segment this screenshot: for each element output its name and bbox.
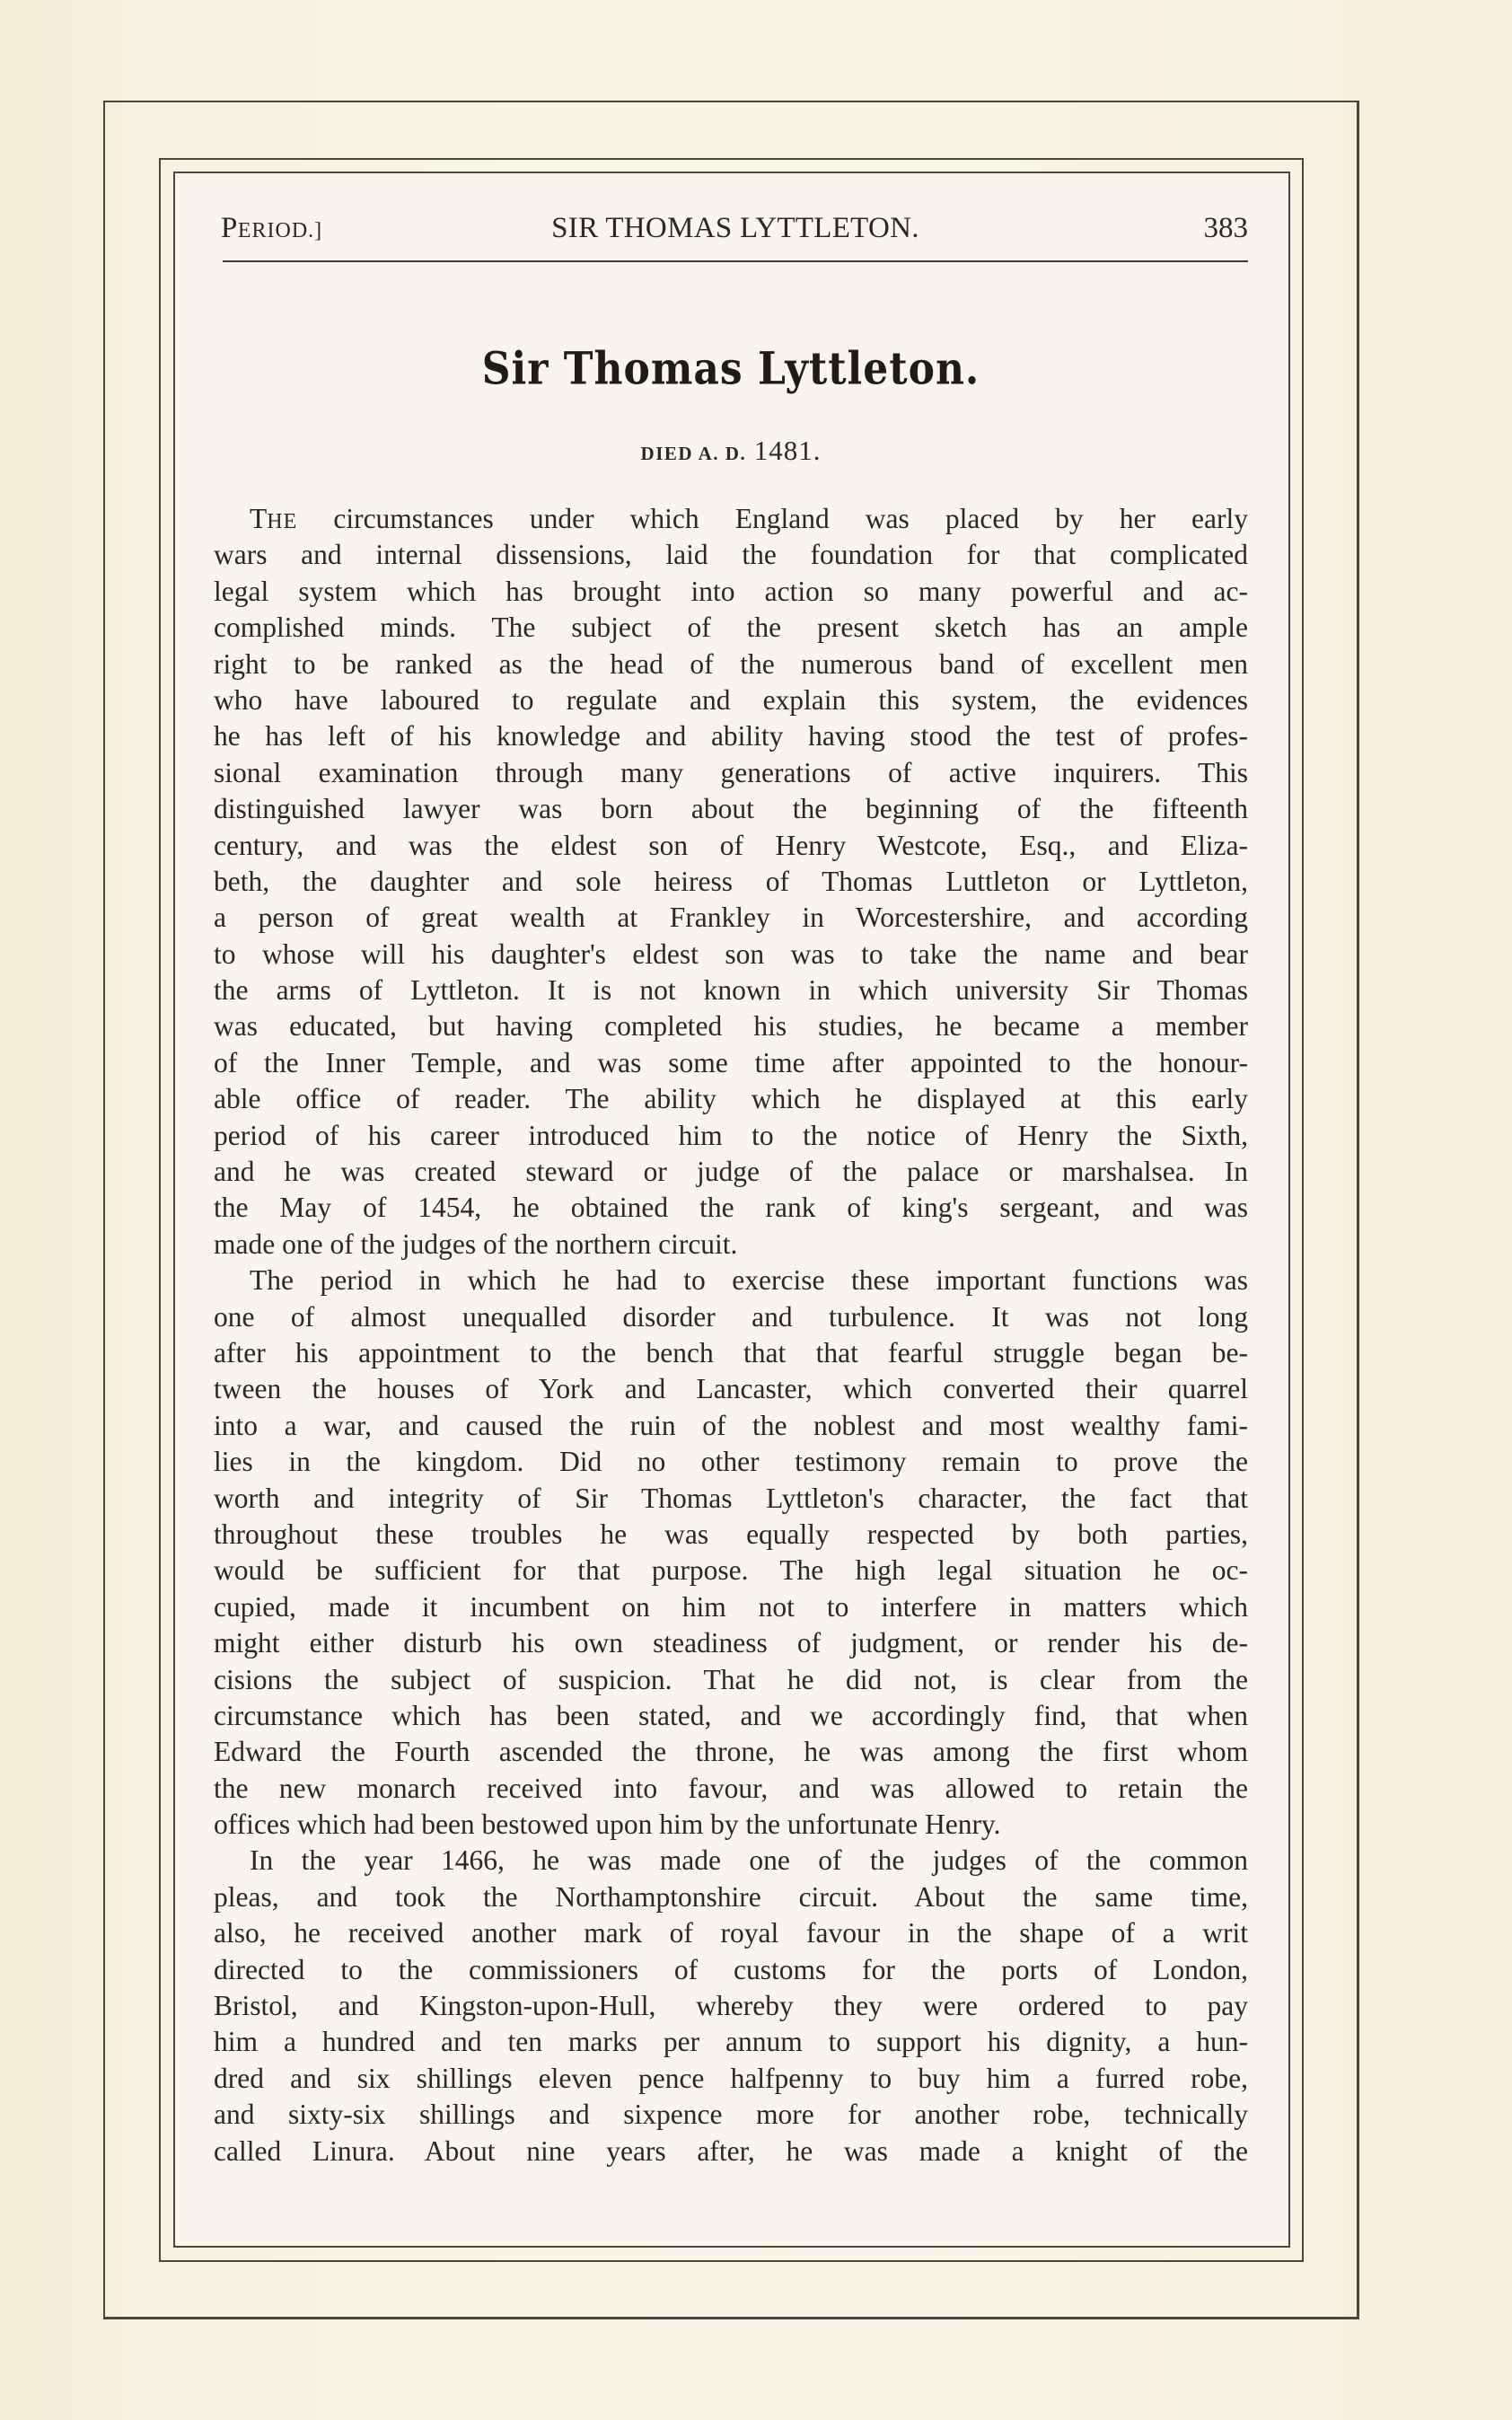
body-line: the May of 1454, he obtained the rank of king's sergeant, and was bbox=[214, 1192, 1248, 1224]
body-line: beth, the daughter and sole heiress of Thomas Luttleton or Lyttleton, bbox=[214, 865, 1248, 897]
body-line: century, and was the eldest son of Henry Westcote, Esq., and Eliza- bbox=[214, 829, 1248, 861]
body-line: period of his career introduced him to the notice of Henry the Sixth, bbox=[214, 1119, 1248, 1151]
article-title: Sir Thomas Lyttleton. bbox=[481, 343, 980, 396]
died-label: DIED A. D. bbox=[640, 443, 747, 464]
body-line: right to be ranked as the head of the numerous band of excellent men bbox=[214, 647, 1248, 680]
body-line: and sixty-six shillings and sixpence more for another robe, technically bbox=[214, 2099, 1248, 2131]
body-line: pleas, and took the Northamptonshire circuit. About the same time, bbox=[214, 1880, 1248, 1913]
page-number: 383 bbox=[1203, 212, 1248, 244]
died-year: 1481. bbox=[753, 435, 822, 466]
body-line: sional examination through many generations of active inquirers. This bbox=[214, 756, 1248, 788]
body-line: he has left of his knowledge and ability having stood the test of profes- bbox=[214, 720, 1248, 752]
body-line: cisions the subject of suspicion. That he did not, is clear from the bbox=[214, 1663, 1248, 1695]
body-line: distinguished lawyer was born about the beginning of the fifteenth bbox=[214, 793, 1248, 825]
body-line: a person of great wealth at Frankley in Worcestershire, and according bbox=[214, 902, 1248, 934]
death-date-line bbox=[214, 435, 1248, 467]
body-line: who have laboured to regulate and explain this system, the evidences bbox=[214, 683, 1248, 716]
body-line: worth and integrity of Sir Thomas Lyttleton's character, the fact that bbox=[214, 1482, 1248, 1514]
running-head-section-initial: P bbox=[221, 212, 238, 244]
body-line: would be sufficient for that purpose. The high legal situation he oc- bbox=[214, 1554, 1248, 1587]
body-line: the new monarch received into favour, and was allowed to retain the bbox=[214, 1772, 1248, 1804]
body-line: directed to the commissioners of customs for the ports of London, bbox=[214, 1953, 1248, 1985]
body-line: THE circumstances under which England was placed by her early bbox=[250, 503, 1249, 534]
body-line: to whose will his daughter's eldest son was to take the name and bear bbox=[214, 937, 1248, 970]
body-line: also, he received another mark of royal favour in the shape of a writ bbox=[214, 1917, 1248, 1949]
body-line: offices which had been bestowed upon him by the unfortunate Henry. bbox=[214, 1808, 1001, 1841]
running-head-section-rest: ERIOD.] bbox=[237, 219, 323, 242]
body-line: dred and six shillings eleven pence halfpenny to buy him a furred robe, bbox=[214, 2062, 1248, 2094]
body-line: Bristol, and Kingston-upon-Hull, whereby they were ordered to pay bbox=[214, 1990, 1248, 2022]
article-body bbox=[214, 501, 1248, 2169]
body-line: Edward the Fourth ascended the throne, he was among the first whom bbox=[214, 1736, 1248, 1768]
drop-first-word: THE bbox=[250, 503, 298, 534]
body-line: might either disturb his own steadiness of judgment, or render his de- bbox=[214, 1627, 1248, 1659]
body-line: complished minds. The subject of the present sketch has an ample bbox=[214, 612, 1248, 644]
body-line: him a hundred and ten marks per annum to support his dignity, a hun- bbox=[214, 2026, 1248, 2058]
body-line: one of almost unequalled disorder and turbulence. It was not long bbox=[214, 1300, 1248, 1333]
body-line: into a war, and caused the ruin of the noblest and most wealthy fami- bbox=[214, 1409, 1248, 1441]
body-line: tween the houses of York and Lancaster, which converted their quarrel bbox=[214, 1373, 1248, 1405]
body-line: was educated, but having completed his studies, he became a member bbox=[214, 1010, 1248, 1043]
running-head bbox=[214, 208, 1248, 248]
body-line: legal system which has brought into action so many powerful and ac- bbox=[214, 575, 1248, 607]
body-line: and he was created steward or judge of the palace or marshalsea. In bbox=[214, 1156, 1248, 1188]
body-line: wars and internal dissensions, laid the foundation for that complicated bbox=[214, 539, 1248, 571]
body-line: circumstance which has been stated, and we accordingly find, that when bbox=[214, 1699, 1248, 1731]
body-line: made one of the judges of the northern circuit. bbox=[214, 1228, 738, 1260]
body-line: lies in the kingdom. Did no other testimony remain to prove the bbox=[214, 1446, 1248, 1478]
body-line: after his appointment to the bench that that fearful struggle began be- bbox=[214, 1336, 1248, 1368]
body-line: able office of reader. The ability which he displayed at this early bbox=[214, 1083, 1248, 1115]
body-line: In the year 1466, he was made one of the judges of the common bbox=[250, 1844, 1248, 1877]
body-line: throughout these troubles he was equally respected by both parties, bbox=[214, 1518, 1248, 1550]
header-rule bbox=[223, 260, 1248, 262]
body-line: cupied, made it incumbent on him not to interfere in matters which bbox=[214, 1590, 1248, 1623]
body-line: of the Inner Temple, and was some time after appointed to the honour- bbox=[214, 1046, 1248, 1078]
running-head-title: SIR THOMAS LYTTLETON. bbox=[551, 212, 919, 244]
body-line: the arms of Lyttleton. It is not known in which university Sir Thomas bbox=[214, 974, 1248, 1007]
body-line: The period in which he had to exercise these important functions was bbox=[250, 1264, 1248, 1297]
body-line: called Linura. About nine years after, he was made a knight of the bbox=[214, 2134, 1248, 2167]
